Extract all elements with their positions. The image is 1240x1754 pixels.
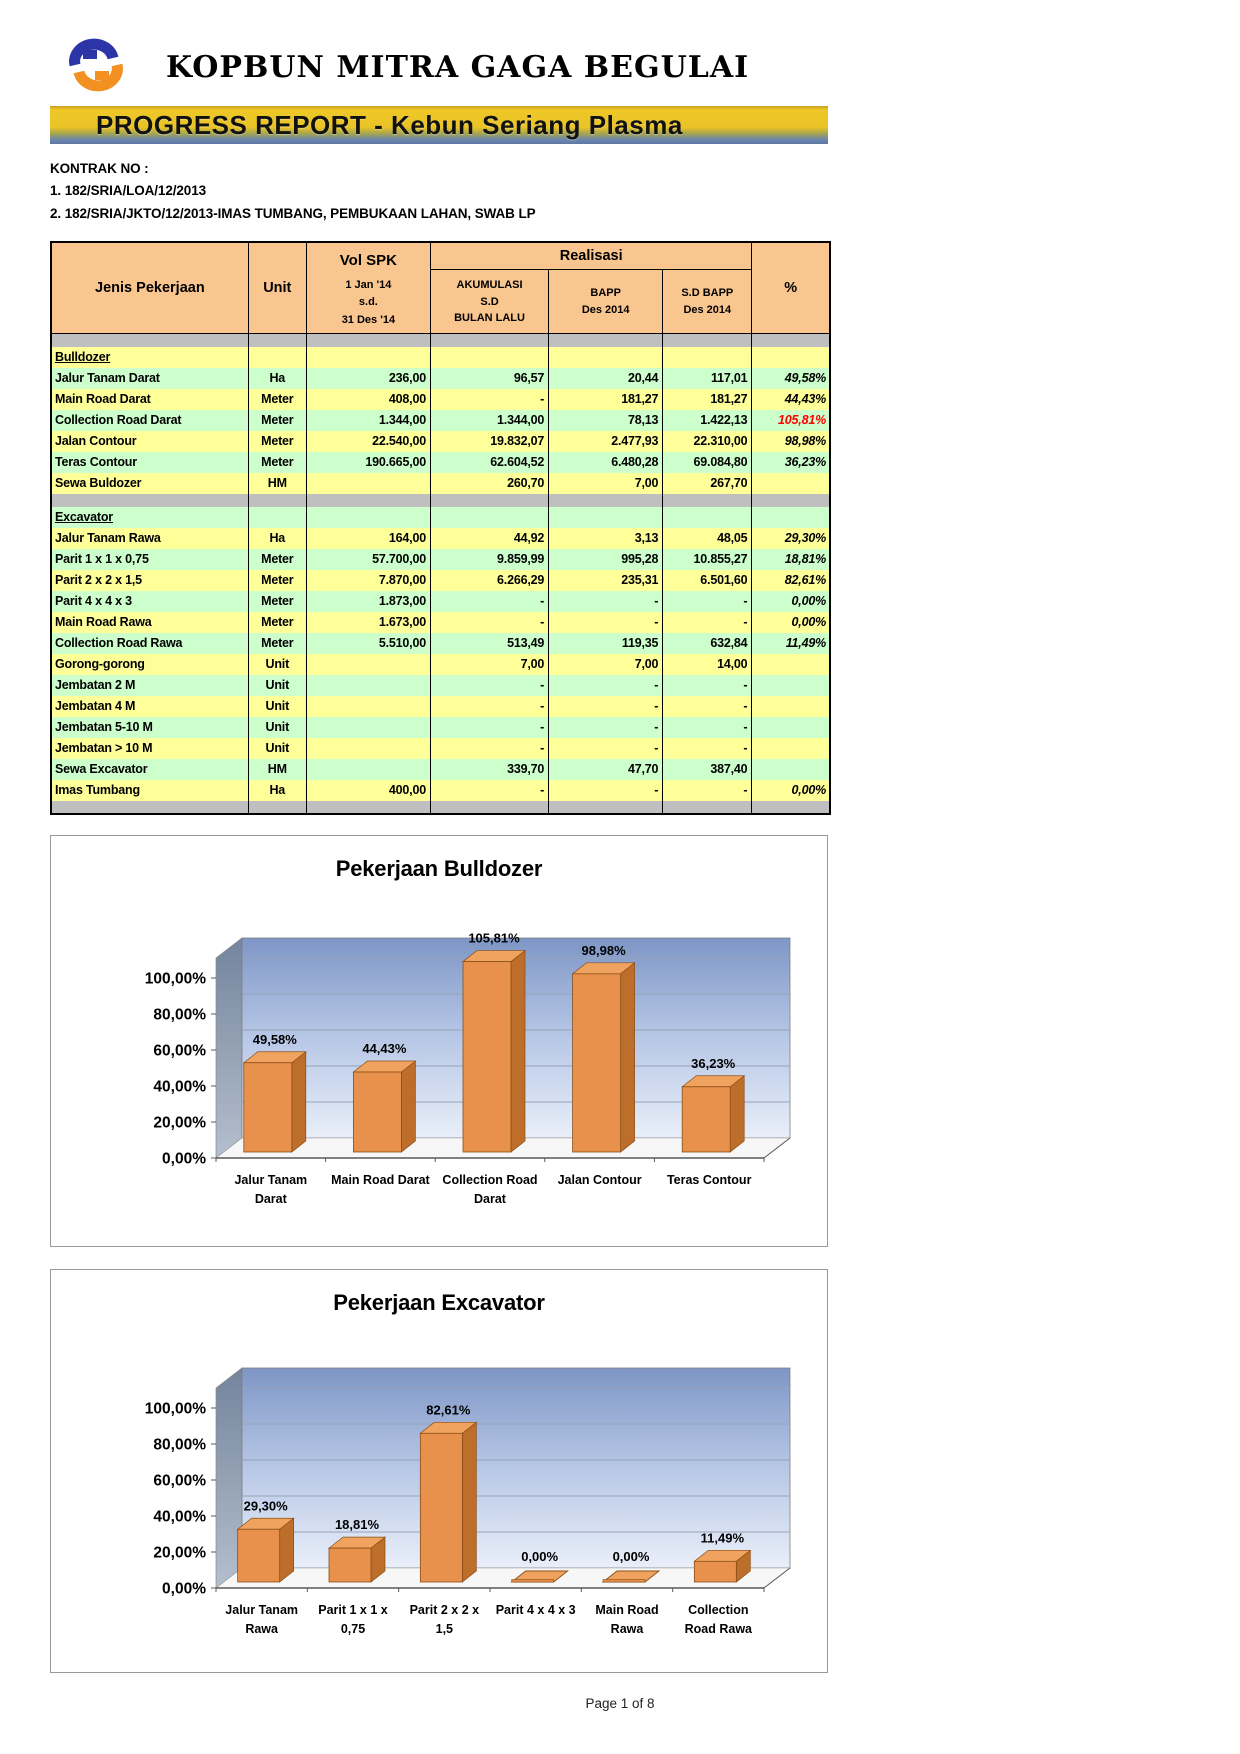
unit-cell: Meter: [248, 452, 306, 473]
vol-spk-cell: 1.673,00: [306, 612, 430, 633]
work-name-cell: Jembatan 2 M: [51, 675, 248, 696]
bar: [353, 1072, 401, 1152]
sd-bapp-cell: 117,01: [663, 368, 752, 389]
bar: [573, 974, 621, 1152]
bapp-cell: 181,27: [549, 389, 663, 410]
work-row: [51, 431, 830, 452]
header-sd-bapp: S.D BAPP Des 2014: [663, 270, 752, 334]
bapp-cell: -: [549, 780, 663, 801]
section-empty-cell: [752, 507, 830, 528]
company-name: KOPBUN MITRA GAGA BEGULAI: [166, 49, 750, 85]
header-realisasi: Realisasi: [430, 242, 751, 270]
bapp-cell: 20,44: [549, 368, 663, 389]
unit-cell: HM: [248, 473, 306, 494]
bar: [694, 1561, 736, 1582]
akumulasi-cell: -: [430, 780, 548, 801]
contract-block: [50, 158, 1240, 225]
bar-value-label: 0,00%: [612, 1548, 650, 1564]
percent-cell: 49,58%: [752, 368, 830, 389]
x-axis-label: Main Road Darat: [331, 1172, 430, 1187]
bar-side-face: [292, 1052, 306, 1152]
y-axis-label: 100,00%: [144, 1400, 206, 1418]
x-axis-label: Parit 2 x 2 x: [409, 1602, 480, 1617]
section-empty-cell: [306, 507, 430, 528]
work-row: [51, 675, 830, 696]
bulldozer-chart: [51, 886, 827, 1246]
bapp-cell: -: [549, 696, 663, 717]
sd-bapp-cell: 181,27: [663, 389, 752, 410]
percent-cell: [752, 473, 830, 494]
unit-cell: Meter: [248, 633, 306, 654]
x-axis-label: Collection Road: [442, 1172, 538, 1187]
section-empty-cell: [752, 347, 830, 368]
unit-cell: Unit: [248, 654, 306, 675]
bar-side-face: [462, 1422, 476, 1582]
header-akumulasi: AKUMULASI S.D BULAN LALU: [430, 270, 548, 334]
akumulasi-cell: 513,49: [430, 633, 548, 654]
work-row: [51, 452, 830, 473]
unit-cell: Ha: [248, 368, 306, 389]
spacer-cell: [549, 494, 663, 507]
work-name-cell: Imas Tumbang: [51, 780, 248, 801]
percent-cell: 0,00%: [752, 612, 830, 633]
bapp-cell: 47,70: [549, 759, 663, 780]
work-row: [51, 633, 830, 654]
vol-spk-cell: [306, 473, 430, 494]
contract-line-1: 1. 182/SRIA/LOA/12/2013: [50, 183, 207, 199]
page-footer: Page 1 of 8: [585, 1696, 655, 1711]
work-name-cell: Sewa Excavator: [51, 759, 248, 780]
akumulasi-cell: -: [430, 717, 548, 738]
akumulasi-cell: 9.859,99: [430, 549, 548, 570]
bar: [329, 1548, 371, 1582]
work-row: [51, 612, 830, 633]
percent-cell: 105,81%: [752, 410, 830, 431]
unit-cell: Meter: [248, 549, 306, 570]
bapp-cell: -: [549, 738, 663, 759]
header-vol-spk-title: Vol SPK: [339, 251, 397, 269]
y-axis-label: 20,00%: [153, 1114, 206, 1132]
bapp-cell: -: [549, 591, 663, 612]
section-empty-cell: [663, 507, 752, 528]
akumulasi-cell: -: [430, 696, 548, 717]
work-name-cell: Collection Road Darat: [51, 410, 248, 431]
bapp-cell: 6.480,28: [549, 452, 663, 473]
work-row: [51, 473, 830, 494]
y-axis-label: 40,00%: [153, 1508, 206, 1526]
bar-value-label: 98,98%: [581, 942, 626, 958]
work-row: [51, 549, 830, 570]
section-empty-cell: [248, 347, 306, 368]
bar-value-label: 11,49%: [700, 1530, 745, 1546]
work-row: [51, 591, 830, 612]
work-name-cell: Jembatan > 10 M: [51, 738, 248, 759]
vol-spk-cell: 236,00: [306, 368, 430, 389]
unit-cell: Ha: [248, 780, 306, 801]
bar-value-label: 29,30%: [243, 1498, 288, 1514]
section-empty-cell: [430, 347, 548, 368]
work-row: [51, 410, 830, 431]
spacer-cell: [430, 494, 548, 507]
sd-bapp-cell: 22.310,00: [663, 431, 752, 452]
vol-spk-cell: 1.344,00: [306, 410, 430, 431]
x-axis-label: Parit 4 x 4 x 3: [495, 1602, 576, 1617]
sd-bapp-cell: 69.084,80: [663, 452, 752, 473]
percent-cell: [752, 654, 830, 675]
x-axis-label: Parit 1 x 1 x: [318, 1602, 388, 1617]
spacer-cell: [663, 801, 752, 814]
chart-left-wall: [216, 938, 242, 1158]
vol-spk-cell: [306, 696, 430, 717]
work-name-cell: Collection Road Rawa: [51, 633, 248, 654]
y-axis-label: 100,00%: [144, 970, 206, 988]
section-title-cell: Bulldozer: [51, 347, 248, 368]
bar: [512, 1579, 554, 1582]
contract-line-2: 2. 182/SRIA/JKTO/12/2013-IMAS TUMBANG, PEMBUKAAN LAHAN, SWAB LP: [50, 205, 536, 221]
bapp-cell: -: [549, 675, 663, 696]
vol-spk-cell: [306, 738, 430, 759]
vol-spk-cell: [306, 759, 430, 780]
spacer-cell: [306, 334, 430, 347]
vol-spk-cell: 190.665,00: [306, 452, 430, 473]
akumulasi-cell: 44,92: [430, 528, 548, 549]
work-name-cell: Jembatan 4 M: [51, 696, 248, 717]
unit-cell: Unit: [248, 738, 306, 759]
percent-cell: 18,81%: [752, 549, 830, 570]
x-axis-label: 1,5: [435, 1621, 454, 1636]
spacer-row: [51, 494, 830, 507]
report-banner: [50, 106, 828, 144]
x-axis-label: Rawa: [610, 1621, 644, 1636]
spacer-cell: [549, 801, 663, 814]
akumulasi-cell: 19.832,07: [430, 431, 548, 452]
vol-spk-cell: 164,00: [306, 528, 430, 549]
bar: [238, 1529, 280, 1582]
bar-value-label: 0,00%: [521, 1548, 559, 1564]
vol-spk-cell: 408,00: [306, 389, 430, 410]
spacer-row: [51, 801, 830, 814]
percent-cell: [752, 717, 830, 738]
header-jenis-pekerjaan: Jenis Pekerjaan: [51, 242, 248, 334]
spacer-cell: [430, 801, 548, 814]
chart-title-bulldozer: Pekerjaan Bulldozer: [335, 855, 543, 881]
bapp-cell: 119,35: [549, 633, 663, 654]
bar-side-face: [730, 1076, 744, 1152]
header-unit: Unit: [248, 242, 306, 334]
banner-title: PROGRESS REPORT - Kebun Seriang Plasma: [96, 109, 683, 140]
vol-spk-cell: 400,00: [306, 780, 430, 801]
section-empty-cell: [549, 507, 663, 528]
percent-cell: [752, 759, 830, 780]
spacer-cell: [51, 801, 248, 814]
x-axis-label: Darat: [254, 1191, 287, 1206]
work-name-cell: Teras Contour: [51, 452, 248, 473]
chart-box-bulldozer: [50, 835, 828, 1247]
bapp-cell: 2.477,93: [549, 431, 663, 452]
section-empty-cell: [663, 347, 752, 368]
header-vol-spk: [306, 242, 430, 334]
unit-cell: Meter: [248, 612, 306, 633]
percent-cell: 0,00%: [752, 591, 830, 612]
bar-value-label: 44,43%: [362, 1040, 407, 1056]
section-title-cell: Excavator: [51, 507, 248, 528]
section-empty-cell: [430, 507, 548, 528]
work-name-cell: Jalur Tanam Darat: [51, 368, 248, 389]
percent-cell: 11,49%: [752, 633, 830, 654]
bapp-cell: -: [549, 717, 663, 738]
work-name-cell: Jembatan 5-10 M: [51, 717, 248, 738]
page-header: [0, 0, 1240, 100]
percent-cell: 44,43%: [752, 389, 830, 410]
spacer-cell: [248, 334, 306, 347]
x-axis-label: Jalan Contour: [557, 1172, 642, 1187]
work-row: [51, 570, 830, 591]
y-axis-label: 80,00%: [153, 1436, 206, 1454]
work-name-cell: Main Road Darat: [51, 389, 248, 410]
bar-value-label: 49,58%: [252, 1031, 297, 1047]
vol-spk-cell: [306, 675, 430, 696]
unit-cell: Meter: [248, 389, 306, 410]
work-row: [51, 759, 830, 780]
sd-bapp-cell: -: [663, 591, 752, 612]
section-row: [51, 347, 830, 368]
header-bapp: BAPP Des 2014: [549, 270, 663, 334]
y-axis-label: 80,00%: [153, 1006, 206, 1024]
akumulasi-cell: 339,70: [430, 759, 548, 780]
percent-cell: 98,98%: [752, 431, 830, 452]
bapp-cell: 3,13: [549, 528, 663, 549]
work-row: [51, 696, 830, 717]
akumulasi-cell: -: [430, 389, 548, 410]
sd-bapp-cell: 632,84: [663, 633, 752, 654]
unit-cell: Meter: [248, 431, 306, 452]
y-axis-label: 0,00%: [162, 1150, 206, 1168]
spacer-cell: [306, 801, 430, 814]
work-name-cell: Parit 1 x 1 x 0,75: [51, 549, 248, 570]
x-axis-label: 0,75: [340, 1621, 366, 1636]
spacer-cell: [752, 334, 830, 347]
section-empty-cell: [248, 507, 306, 528]
unit-cell: Unit: [248, 696, 306, 717]
y-axis-label: 60,00%: [153, 1042, 206, 1060]
sd-bapp-cell: -: [663, 780, 752, 801]
company-logo-icon: [58, 27, 134, 103]
sd-bapp-cell: 1.422,13: [663, 410, 752, 431]
section-empty-cell: [306, 347, 430, 368]
spacer-cell: [752, 494, 830, 507]
bar-value-label: 105,81%: [468, 930, 520, 946]
sd-bapp-cell: -: [663, 675, 752, 696]
percent-cell: 82,61%: [752, 570, 830, 591]
bapp-cell: -: [549, 612, 663, 633]
chart-box-excavator: [50, 1269, 828, 1673]
percent-cell: [752, 696, 830, 717]
bar: [682, 1087, 730, 1152]
work-row: [51, 528, 830, 549]
work-row: [51, 368, 830, 389]
sd-bapp-cell: 267,70: [663, 473, 752, 494]
akumulasi-cell: 1.344,00: [430, 410, 548, 431]
percent-cell: 36,23%: [752, 452, 830, 473]
akumulasi-cell: 6.266,29: [430, 570, 548, 591]
unit-cell: Meter: [248, 591, 306, 612]
bar-side-face: [621, 963, 635, 1152]
work-row: [51, 389, 830, 410]
akumulasi-cell: -: [430, 591, 548, 612]
spacer-cell: [51, 334, 248, 347]
spacer-row: [51, 334, 830, 347]
work-name-cell: Sewa Buldozer: [51, 473, 248, 494]
unit-cell: Unit: [248, 675, 306, 696]
work-name-cell: Parit 2 x 2 x 1,5: [51, 570, 248, 591]
spacer-cell: [51, 494, 248, 507]
bar-side-face: [511, 950, 525, 1151]
percent-cell: [752, 675, 830, 696]
work-name-cell: Gorong-gorong: [51, 654, 248, 675]
work-name-cell: Main Road Rawa: [51, 612, 248, 633]
x-axis-label: Jalur Tanam: [225, 1602, 299, 1617]
vol-spk-cell: 1.873,00: [306, 591, 430, 612]
section-empty-cell: [549, 347, 663, 368]
sd-bapp-cell: 387,40: [663, 759, 752, 780]
spacer-cell: [430, 334, 548, 347]
header-vol-spk-period: 1 Jan '14 s.d. 31 Des '14: [341, 278, 396, 326]
akumulasi-cell: 260,70: [430, 473, 548, 494]
bapp-cell: 78,13: [549, 410, 663, 431]
vol-spk-cell: 5.510,00: [306, 633, 430, 654]
spacer-cell: [306, 494, 430, 507]
vol-spk-cell: [306, 654, 430, 675]
sd-bapp-cell: 14,00: [663, 654, 752, 675]
vol-spk-cell: 7.870,00: [306, 570, 430, 591]
unit-cell: Meter: [248, 410, 306, 431]
chart-title-excavator: Pekerjaan Excavator: [333, 1289, 545, 1315]
contract-label: KONTRAK NO :: [50, 161, 149, 176]
percent-cell: 29,30%: [752, 528, 830, 549]
bapp-cell: 7,00: [549, 473, 663, 494]
sd-bapp-cell: 48,05: [663, 528, 752, 549]
spacer-cell: [663, 334, 752, 347]
sd-bapp-cell: -: [663, 717, 752, 738]
bar-side-face: [401, 1061, 415, 1152]
spacer-cell: [752, 801, 830, 814]
bar-value-label: 36,23%: [691, 1055, 736, 1071]
work-name-cell: Parit 4 x 4 x 3: [51, 591, 248, 612]
akumulasi-cell: 7,00: [430, 654, 548, 675]
sd-bapp-cell: -: [663, 612, 752, 633]
bapp-cell: 235,31: [549, 570, 663, 591]
x-axis-label: Road Rawa: [684, 1621, 753, 1636]
work-row: [51, 780, 830, 801]
x-axis-label: Darat: [474, 1191, 506, 1206]
akumulasi-cell: -: [430, 612, 548, 633]
spacer-cell: [248, 494, 306, 507]
vol-spk-cell: 22.540,00: [306, 431, 430, 452]
bapp-cell: 7,00: [549, 654, 663, 675]
section-row: [51, 507, 830, 528]
percent-cell: [752, 738, 830, 759]
unit-cell: Meter: [248, 570, 306, 591]
akumulasi-cell: -: [430, 738, 548, 759]
bar: [244, 1063, 292, 1152]
x-axis-label: Main Road: [595, 1602, 659, 1617]
x-axis-label: Rawa: [245, 1621, 278, 1636]
vol-spk-cell: 57.700,00: [306, 549, 430, 570]
percent-cell: 0,00%: [752, 780, 830, 801]
y-axis-label: 0,00%: [162, 1580, 206, 1598]
y-axis-label: 40,00%: [153, 1078, 206, 1096]
sd-bapp-cell: 6.501,60: [663, 570, 752, 591]
work-row: [51, 738, 830, 759]
sd-bapp-cell: -: [663, 738, 752, 759]
sd-bapp-cell: 10.855,27: [663, 549, 752, 570]
akumulasi-cell: 62.604,52: [430, 452, 548, 473]
x-axis-label: Jalur Tanam: [234, 1172, 308, 1187]
bapp-cell: 995,28: [549, 549, 663, 570]
x-axis-label: Teras Contour: [666, 1172, 752, 1187]
bar: [603, 1579, 645, 1582]
akumulasi-cell: -: [430, 675, 548, 696]
y-axis-label: 60,00%: [153, 1472, 206, 1490]
sd-bapp-cell: -: [663, 696, 752, 717]
work-row: [51, 717, 830, 738]
bar-value-label: 18,81%: [334, 1516, 380, 1532]
bar: [463, 961, 511, 1151]
x-axis-label: Collection: [688, 1602, 749, 1617]
unit-cell: HM: [248, 759, 306, 780]
spacer-cell: [663, 494, 752, 507]
akumulasi-cell: 96,57: [430, 368, 548, 389]
bar: [420, 1433, 462, 1582]
unit-cell: Ha: [248, 528, 306, 549]
work-name-cell: Jalur Tanam Rawa: [51, 528, 248, 549]
spacer-cell: [549, 334, 663, 347]
progress-table: [50, 241, 831, 815]
header-percent: %: [752, 242, 830, 334]
spacer-cell: [248, 801, 306, 814]
work-row: [51, 654, 830, 675]
unit-cell: Unit: [248, 717, 306, 738]
bar-value-label: 82,61%: [426, 1402, 471, 1418]
y-axis-label: 20,00%: [153, 1544, 206, 1562]
excavator-chart: [51, 1320, 827, 1672]
work-name-cell: Jalan Contour: [51, 431, 248, 452]
vol-spk-cell: [306, 717, 430, 738]
